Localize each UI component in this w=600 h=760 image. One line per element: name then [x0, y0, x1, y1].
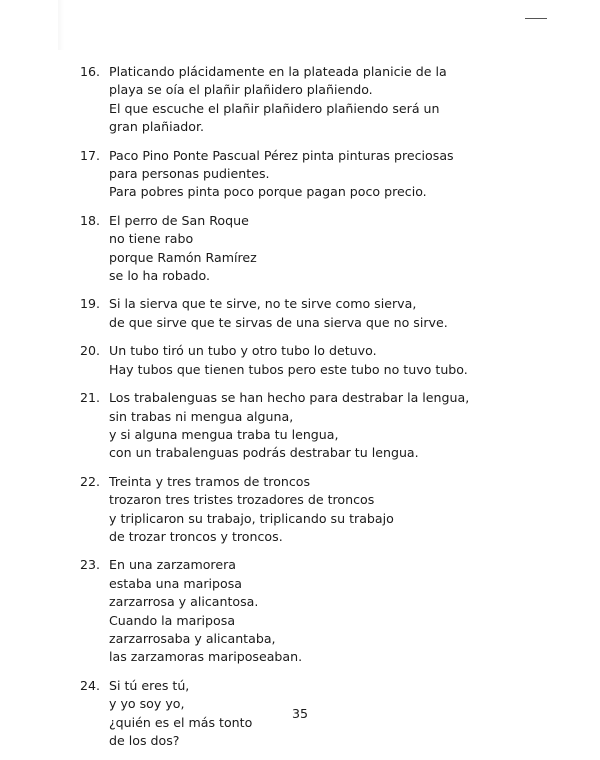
item-number: 21.: [80, 390, 101, 406]
text-line: Si tú eres tú,: [109, 677, 190, 693]
text-line: y yo soy yo,: [109, 696, 185, 712]
text-line: Si la sierva que te sirve, no te sirve como sierva,: [109, 296, 417, 312]
text-line: ¿quién es el más tonto: [109, 714, 253, 730]
text-line: gran plañiador.: [109, 119, 205, 135]
text-line: de los dos?: [109, 733, 180, 748]
item-number: 17.: [80, 147, 101, 163]
list-item: [80, 212, 560, 286]
text-line: Paco Pino Ponte Pascual Pérez pinta pinturas preciosas: [109, 147, 454, 163]
item-number: 22.: [80, 473, 101, 489]
text-line: Treinta y tres tramos de troncos: [109, 473, 311, 489]
text-line: Los trabalenguas se han hecho para destrabar la lengua,: [109, 390, 470, 406]
text-line: trozaron tres tristes trozadores de troncos: [109, 492, 375, 508]
item-number: 18.: [80, 212, 101, 228]
item-text: [109, 147, 560, 202]
text-line: estaba una mariposa: [109, 575, 243, 591]
item-text: [109, 473, 560, 547]
text-line: no tiene rabo: [109, 231, 194, 247]
text-line: las zarzamoras mariposeaban.: [109, 649, 303, 665]
text-line: y si alguna mengua traba tu lengua,: [109, 426, 339, 442]
item-number: 23.: [80, 557, 101, 573]
text-line: Un tubo tiró un tubo y otro tubo lo detuvo.: [109, 343, 377, 359]
text-line: Cuando la mariposa: [109, 612, 236, 628]
text-line: porque Ramón Ramírez: [109, 249, 257, 265]
item-text: [109, 556, 560, 666]
list-item: [80, 63, 560, 137]
text-line: playa se oía el plañir plañidero plañiendo.: [109, 82, 373, 98]
list-item: [80, 295, 560, 332]
corner-mark: [525, 18, 547, 19]
page-number: 35: [291, 706, 309, 721]
page-edge-shadow: [58, 0, 64, 50]
item-text: [109, 389, 560, 463]
list-item: [80, 342, 560, 379]
text-line: de trozar troncos y troncos.: [109, 528, 283, 544]
item-text: [109, 295, 560, 332]
text-line: En una zarzamorera: [109, 557, 236, 573]
text-line: Hay tubos que tienen tubos pero este tubo no tuvo tubo.: [109, 361, 468, 377]
text-line: para personas pudientes.: [109, 166, 270, 182]
list-item: [80, 389, 560, 463]
item-number: 16.: [80, 64, 101, 79]
list-item: [80, 147, 560, 202]
text-line: con un trabalenguas podrás destrabar tu lengua.: [109, 445, 419, 461]
text-line: de que sirve que te sirvas de una sierva que no sirve.: [109, 314, 448, 330]
list-item: [80, 556, 560, 666]
item-text: [109, 63, 560, 137]
list-item: [80, 473, 560, 547]
text-line: Platicando plácidamente en la plateada planicie de la: [109, 64, 447, 79]
text-line: El que escuche el plañir plañidero plañiendo será un: [109, 100, 440, 116]
tongue-twister-list: [80, 63, 560, 760]
text-line: y triplicaron su trabajo, triplicando su trabajo: [109, 510, 394, 526]
text-line: Para pobres pinta poco porque pagan poco precio.: [109, 184, 427, 200]
item-text: [109, 342, 560, 379]
item-number: 24.: [80, 677, 101, 693]
text-line: zarzarrosa y alicantosa.: [109, 594, 259, 610]
text-line: zarzarrosaba y alicantaba,: [109, 630, 276, 646]
text-line: se lo ha robado.: [109, 268, 211, 284]
item-number: 19.: [80, 296, 101, 312]
text-line: sin trabas ni mengua alguna,: [109, 408, 294, 424]
item-text: [109, 212, 560, 286]
item-number: 20.: [80, 343, 101, 359]
text-line: El perro de San Roque: [109, 212, 249, 228]
